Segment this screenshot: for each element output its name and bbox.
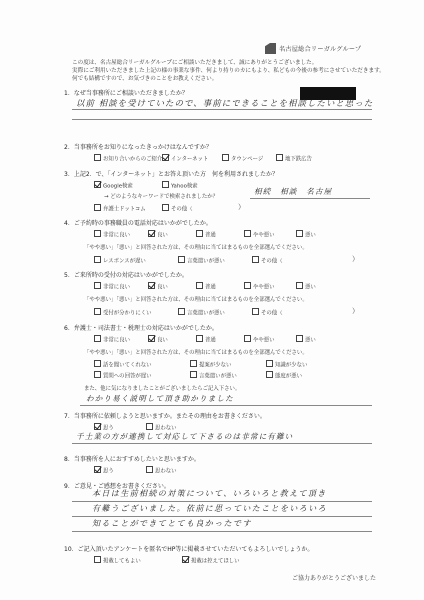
q1-answer[interactable]: 以前 相談を受けていたので、事前にできることを相談したいと思った [76, 98, 374, 108]
q2-option-internet[interactable]: インターネット [162, 154, 208, 163]
company-logo [265, 43, 361, 54]
q6-label: 6．弁護士・司法書士・税理士の対応はいかがでしたか。 [64, 325, 218, 332]
checkbox-checked[interactable] [94, 181, 101, 188]
checkbox[interactable] [178, 308, 185, 315]
q4-reason-slow[interactable]: レスポンスが遅い [94, 256, 146, 265]
q6-reason-not-listening[interactable]: 話を聞いてくれない [94, 360, 152, 369]
q7-option-no[interactable]: 思わない [146, 423, 177, 432]
checkbox[interactable] [190, 360, 197, 367]
checkbox-checked[interactable] [94, 423, 101, 430]
q1-answer-line [72, 109, 372, 110]
q9-line-3[interactable]: 知ることができてとても良かったです [92, 519, 252, 528]
q1-answer-line-2 [72, 119, 372, 120]
intro-line-2: 実際にご利用いただきました上記の様の事業な事件、何より持りのカにもより、私どもの今後の参考にさせていただきます。 [72, 68, 385, 74]
checkbox[interactable] [94, 154, 101, 161]
checkbox[interactable] [196, 230, 203, 237]
q5-label: 5．ご来所時の受付の対応はいかがでしたか。 [64, 272, 188, 279]
checkbox[interactable] [146, 466, 153, 473]
q3-option-google[interactable]: Google検索 [94, 181, 133, 190]
q10-label: 10．ご記入頂いたアンケートを匿名でHP等に掲載させていただいてもよろしいでしょうか。 [64, 546, 314, 553]
q6-comment-line [80, 405, 372, 406]
q5-rating-good[interactable]: 良い [148, 282, 168, 291]
q2-option-townpage[interactable]: タウンページ [222, 154, 263, 163]
checkbox[interactable] [162, 181, 169, 188]
q4-reason-other[interactable]: その他（ [252, 256, 283, 265]
building-logo-icon [265, 43, 276, 54]
q5-reason-language[interactable]: 言葉遣いが悪い [178, 308, 225, 317]
q3-keyword-answer[interactable]: 相続 相談 名古屋 [254, 187, 333, 196]
q2-option-referral[interactable]: お知り合いからのご紹介 [94, 154, 162, 163]
q4-other-close-bracket: ） [352, 255, 359, 263]
q6-reason-slow-answer[interactable]: 質問への回答が遅い [94, 371, 152, 380]
q8-label: 8．当事務所を人におすすめしたいと思いますか。 [64, 456, 200, 463]
q6-comment-answer[interactable]: わかり易く説明して頂き助かりました [86, 394, 234, 403]
q6-follow-up: 「やや悪い」「悪い」と回答された方は、その理由に当てはまるものを全部選んでください。 [84, 350, 308, 356]
q5-rating-bad[interactable]: 悪い [296, 282, 316, 291]
q3-option-bengo4[interactable]: 弁護士ドットコム [94, 204, 146, 213]
checkbox[interactable] [244, 335, 251, 342]
q5-reason-unclear[interactable]: 受付が分かりにくい [94, 308, 152, 317]
q3-other-close-bracket: ） [238, 203, 245, 211]
q7-reason-line [72, 443, 372, 444]
checkbox[interactable] [244, 282, 251, 289]
checkbox[interactable] [276, 154, 283, 161]
q6-rating-good[interactable]: 良い [148, 335, 168, 344]
checkbox[interactable] [252, 308, 259, 315]
checkbox-checked[interactable] [148, 282, 155, 289]
q2-label: 2．当事務所をお知りになったきっかけはなんですか？ [64, 144, 212, 151]
checkbox[interactable] [94, 371, 101, 378]
q4-rating-good[interactable]: 良い [148, 230, 168, 239]
q6-reason-few-proposals[interactable]: 提案が少ない [190, 360, 231, 369]
q6-reason-attitude[interactable]: 態度が悪い [266, 371, 302, 380]
q5-follow-up: 「やや悪い」「悪い」と回答された方は、その理由に当てはまるものを全部選んでください。 [84, 297, 308, 303]
checkbox[interactable] [94, 256, 101, 263]
q9-rule-3 [72, 531, 372, 532]
q4-follow-up: 「やや悪い」「悪い」と回答された方は、その理由に当てはまるものを全部選んでください。 [84, 245, 308, 251]
q8-option-yes[interactable]: 思う [94, 466, 114, 475]
q8-option-no[interactable]: 思わない [146, 466, 177, 475]
q9-label: 9．ご意見・ご感想をお書きください。 [64, 483, 170, 490]
q3-option-other[interactable]: その他（ [162, 204, 193, 213]
q9-line-2[interactable]: 有難うございました。依前に思っていたことをいろいろ [92, 504, 327, 513]
checkbox[interactable] [196, 282, 203, 289]
checkbox[interactable] [196, 335, 203, 342]
checkbox[interactable] [244, 230, 251, 237]
logo-text: 名古屋総合リーガルグループ [279, 46, 362, 53]
q9-rule-1 [72, 501, 372, 502]
q5-rating-somewhat-bad[interactable]: やや悪い [244, 282, 275, 291]
q6-comment-prompt: また、他に気になりましたことがございましたらご記入下さい。 [84, 386, 241, 392]
checkbox[interactable] [94, 282, 101, 289]
q6-rating-bad[interactable]: 悪い [296, 335, 316, 344]
checkbox[interactable] [266, 360, 273, 367]
checkbox[interactable] [146, 423, 153, 430]
checkbox[interactable] [190, 371, 197, 378]
q7-reason-answer[interactable]: 千土業の方が連携して対応して下さるのは非常に有難い [76, 432, 294, 441]
q2-option-subway-ad[interactable]: 地下鉄広告 [276, 154, 312, 163]
q4-label: 4．ご予約時の事務職員の電話対応はいかがでしたか。 [64, 220, 212, 227]
q4-rating-very-good[interactable]: 非常に良い [94, 230, 130, 239]
q9-rule-2 [72, 516, 372, 517]
q3-label: 3．上記2．で、「インターネット」とお答え頂いた方 何を利用されましたか？ [64, 171, 278, 178]
intro-line-1: この度は、名古屋総合リーガルグループにご相談いただきまして、誠にありがとうございました。 [72, 60, 318, 66]
q6-rating-very-good[interactable]: 非常に良い [94, 335, 130, 344]
q4-rating-somewhat-bad[interactable]: やや悪い [244, 230, 275, 239]
checkbox[interactable] [94, 335, 101, 342]
checkbox[interactable] [252, 256, 259, 263]
q3-keyword-line [250, 198, 370, 199]
checkbox[interactable] [94, 556, 101, 563]
checkbox[interactable] [266, 371, 273, 378]
checkbox[interactable] [162, 204, 169, 211]
q5-rating-very-good[interactable]: 非常に良い [94, 282, 130, 291]
q5-other-close-bracket: ） [352, 307, 359, 315]
checkbox[interactable] [94, 360, 101, 367]
q4-rating-normal[interactable]: 普通 [196, 230, 216, 239]
q6-reason-language[interactable]: 言葉遣いが悪い [190, 371, 237, 380]
intro-line-3: 何でも結構ですので、お気づきのことをお教えください。 [72, 76, 218, 82]
checkbox[interactable] [296, 230, 303, 237]
q3-option-yahoo[interactable]: Yahoo検索 [162, 181, 198, 190]
checkbox-checked[interactable] [148, 335, 155, 342]
checkbox[interactable] [296, 282, 303, 289]
checkbox-checked[interactable] [148, 230, 155, 237]
checkbox[interactable] [94, 230, 101, 237]
q10-option-allow[interactable]: 掲載してもよい [94, 556, 141, 565]
q7-option-yes[interactable]: 思う [94, 423, 114, 432]
q9-line-1[interactable]: 本日は生前相続の対策について、いろいろと教えて頂き [92, 489, 327, 498]
checkbox-checked[interactable] [182, 556, 189, 563]
checkbox[interactable] [94, 308, 101, 315]
q7-label: 7．当事務所に依頼しようと思いますか。またその理由をお書きください。 [64, 413, 266, 420]
q3-keyword-prompt: → どのようなキーワードで検索されましたか？ [104, 194, 219, 200]
thanks-text: ご協力ありがとうございました [292, 575, 377, 582]
checkbox-checked[interactable] [94, 466, 101, 473]
checkbox[interactable] [178, 256, 185, 263]
q6-reason-little-knowledge[interactable]: 知識が少ない [266, 360, 307, 369]
q4-reason-language[interactable]: 言葉遣いが悪い [178, 256, 225, 265]
checkbox[interactable] [296, 335, 303, 342]
q1-label: 1．なぜ当事務所にご相談いただきましたか？ [64, 90, 188, 97]
checkbox[interactable] [222, 154, 229, 161]
q4-rating-bad[interactable]: 悪い [296, 230, 316, 239]
checkbox[interactable] [94, 204, 101, 211]
q6-rating-normal[interactable]: 普通 [196, 335, 216, 344]
q10-option-decline[interactable]: 掲載は控えてほしい [182, 556, 240, 565]
q5-rating-normal[interactable]: 普通 [196, 282, 216, 291]
checkbox-checked[interactable] [162, 154, 169, 161]
q5-reason-other[interactable]: その他（ [252, 308, 283, 317]
q6-rating-somewhat-bad[interactable]: やや悪い [244, 335, 275, 344]
